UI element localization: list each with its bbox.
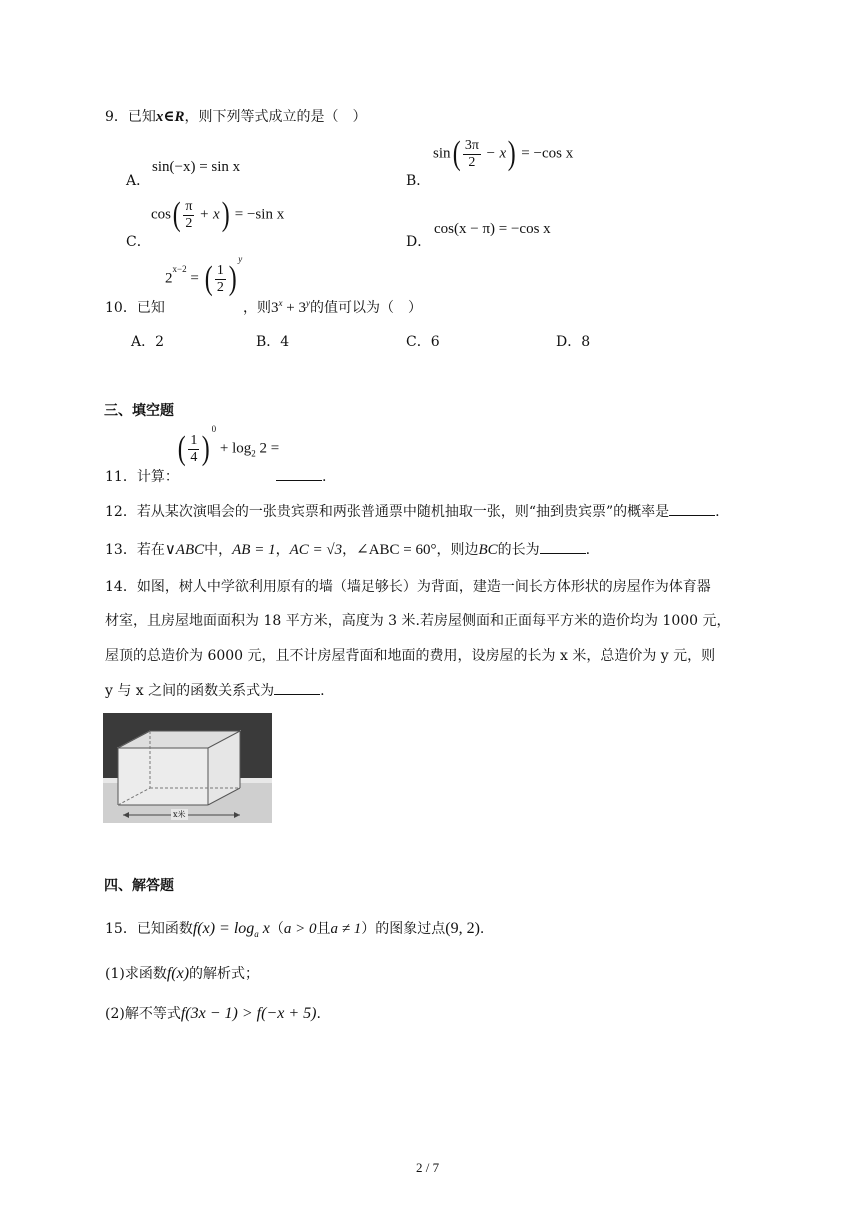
q14-line-1: 14．如图，树人中学欲利用原有的墙（墙足够长）为背面，建造一间长方体形状的房屋作为体育器 <box>105 579 711 595</box>
q14-line-4: y 与 x 之间的函数关系式为 . <box>105 680 325 700</box>
q15-part-1: (1)求函数f(x)的解析式； <box>105 965 260 982</box>
q13-text: 13．若在∨ABC中，AB = 1，AC = √3，∠ABC = 60°，则边BC的长为 . <box>105 539 590 559</box>
q14-line-2: 材室，且房屋地面面积为 18 平方米，高度为 3 米.若房屋侧面和正面每平方米的造价均为 1000 元， <box>105 613 731 629</box>
section-solve-title: 四、解答题 <box>104 878 174 894</box>
q9-option-b-label: B． <box>406 173 431 189</box>
q10-expr: $3^x + 3^y$ <box>271 298 310 316</box>
q14-figure-label: x米 <box>173 810 186 819</box>
q9-option-d-expr: cos(x − π) = −cos x <box>434 221 551 237</box>
q14-figure <box>103 713 272 823</box>
q10-tail: 的值可以为（ ） <box>309 300 422 316</box>
q11-expr: ( $\frac{1}{4}$ )$^0 + \log_2 2$ = <box>177 424 280 467</box>
q9-option-c-expr: cos( $\frac{\pi}{2}$ + x) = −sin x <box>151 196 285 233</box>
q13-triangle: ∨ABC <box>164 542 205 558</box>
q12-answer-blank <box>669 501 715 516</box>
q9-c-func: cos <box>151 206 171 223</box>
q11-fraction: $\frac{1}{4}$ <box>190 432 198 465</box>
section-fill-in-title: 三、填空题 <box>104 403 174 419</box>
q9-option-b-expr: sin( $\frac{3\pi}{2}$ − x) = −cos x <box>433 135 574 172</box>
q10-option-b: B．4 <box>256 334 290 350</box>
q15-stem: 15．已知函数$f(x) = \log_a x(a > 0$且a ≠ 1）的图象过点(9, 2). <box>105 920 485 940</box>
q9-c-rhs: = −sin x <box>234 206 285 223</box>
q9-b-rhs: = −cos x <box>521 145 574 162</box>
q9-option-c-label: C． <box>126 234 151 250</box>
q14-answer-blank <box>274 680 320 695</box>
q9-c-fraction: $\frac{\pi}{2}$ <box>185 198 193 231</box>
q11-answer-blank: . <box>276 466 326 485</box>
q13-answer-blank <box>540 539 586 554</box>
q10-option-d: D．8 <box>556 334 591 350</box>
q9-stem-b: ，则下列等式成立的是（ ） <box>184 109 367 125</box>
q10-question <box>243 297 422 317</box>
q9-option-d-label: D． <box>406 234 432 250</box>
q15-part-2: (2)解不等式f(3x − 1) > f(−x + 5). <box>105 1005 321 1022</box>
q9-stem-a: 9．已知 <box>105 109 156 125</box>
q9-option-a-label: A． <box>126 173 151 189</box>
q10-equation: $2^{x-2}$ = ( $\frac{1}{2}$ )$^y$ <box>165 254 243 297</box>
q14-line-3: 屋顶的总造价为 6000 元，且不计房屋背面和地面的费用，设房屋的长为 x 米，总造价为 y 元，则 <box>105 648 716 664</box>
q9-b-func: sin <box>433 145 451 162</box>
q9-b-fraction: $\frac{3\pi}{2}$ <box>464 137 479 170</box>
q11-num: 11．计算： <box>105 469 179 485</box>
q10-fraction: $\frac{1}{2}$ <box>216 262 224 295</box>
q10-mid: ，则 <box>243 300 271 316</box>
q10-option-c: C．6 <box>406 334 440 350</box>
q9-condition: x∈R <box>155 109 185 125</box>
q10-option-a: A．2 <box>131 334 165 350</box>
q12-text: 12．若从某次演唱会的一张贵宾票和两张普通票中随机抽取一张，则“抽到贵宾票”的概率是 . <box>105 501 720 521</box>
box-diagram <box>103 713 272 823</box>
q10-num: 10．已知 <box>105 300 165 316</box>
q9-option-a-expr: sin(−x) = sin x <box>152 159 241 175</box>
q15-point: (9, 2) <box>445 920 480 937</box>
q9-stem <box>105 106 367 126</box>
page-number: 2 / 7 <box>416 1160 440 1175</box>
